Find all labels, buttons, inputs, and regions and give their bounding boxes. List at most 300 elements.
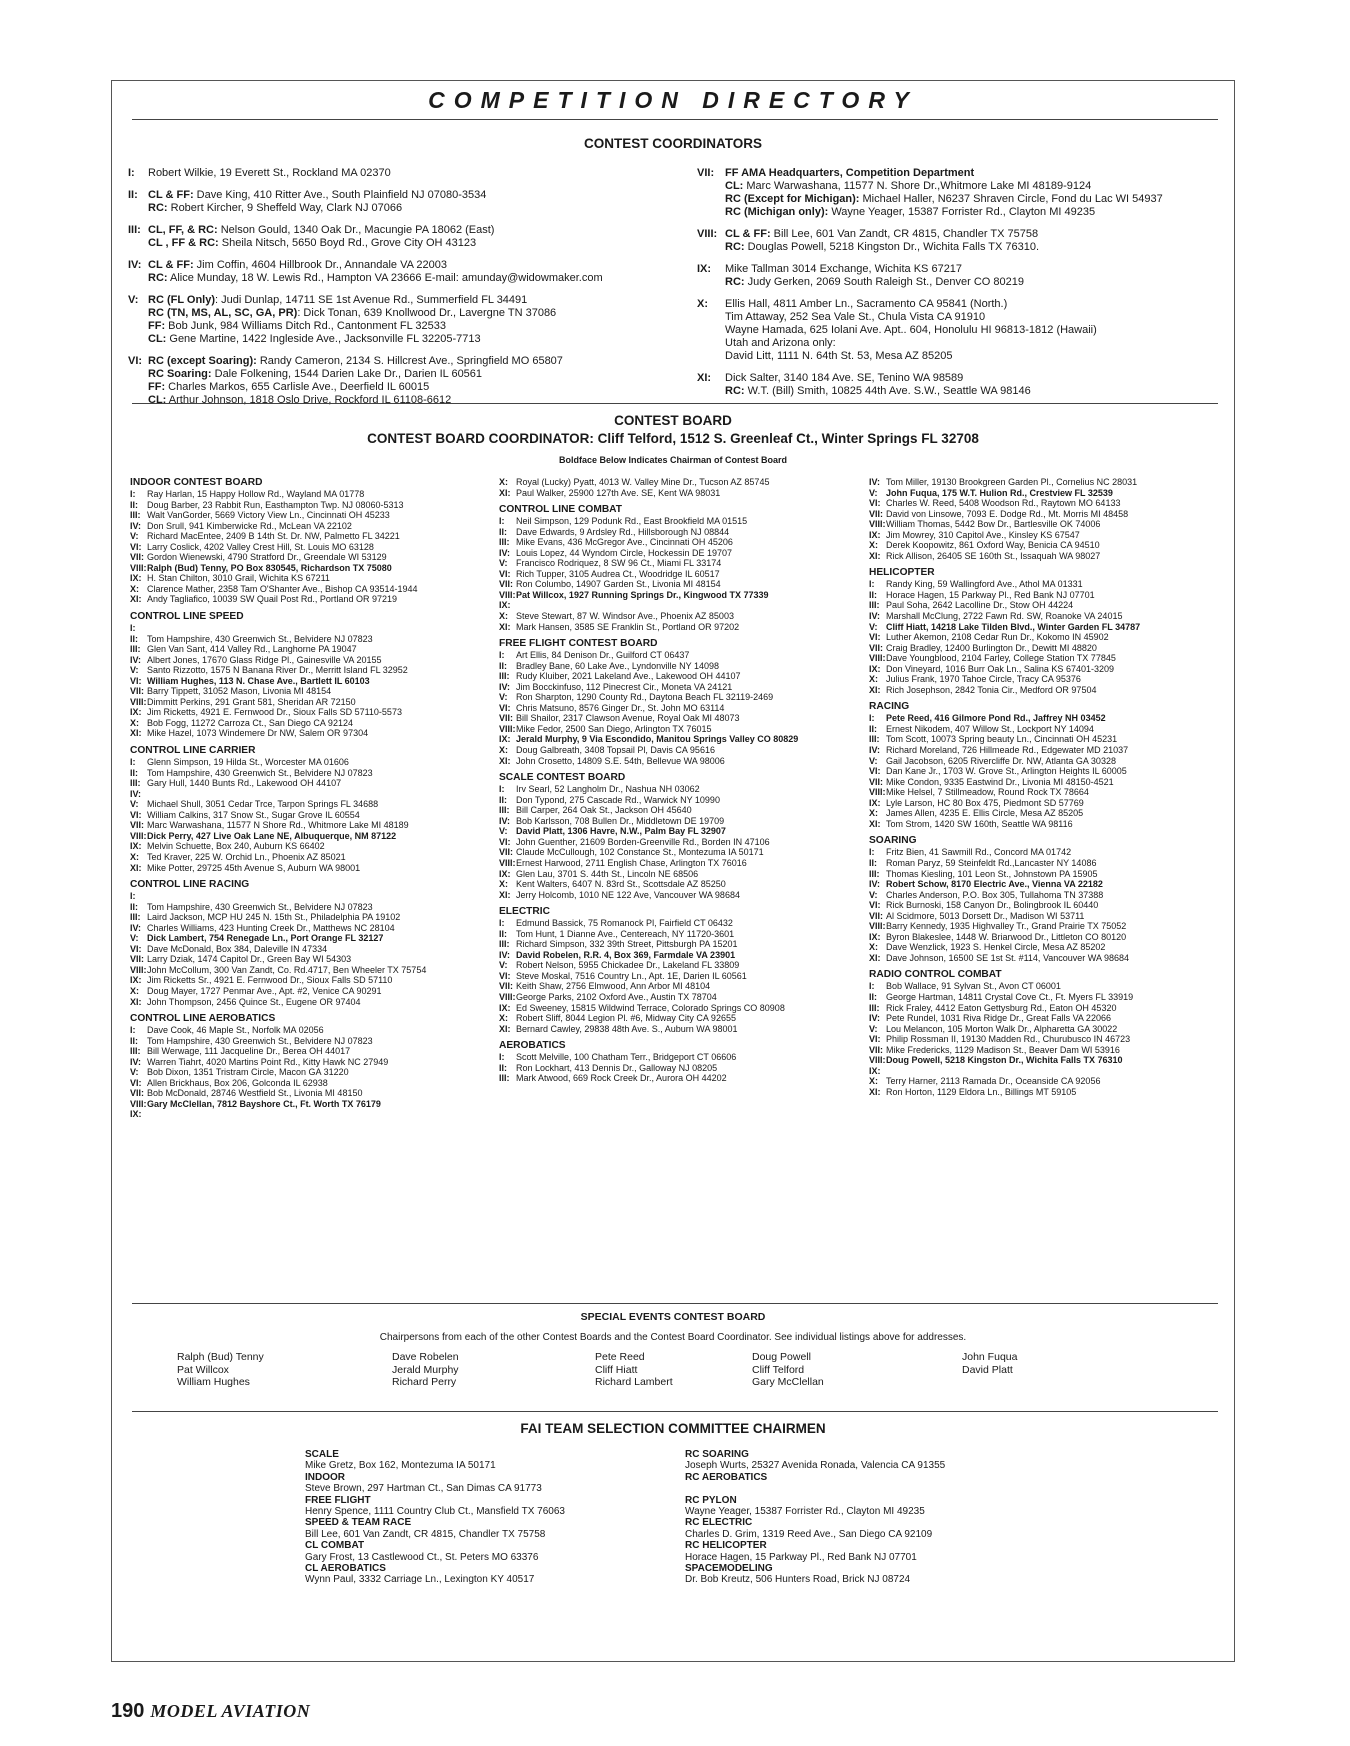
chairperson-name: Pete Reed (595, 1351, 645, 1363)
board-member (499, 1003, 798, 1014)
board-member (869, 530, 1140, 541)
member-text: Bill Carper, 264 Oak St., Jackson OH 45640 (516, 805, 692, 816)
region-number: VIII: (697, 228, 718, 240)
region-number: II: (130, 499, 138, 510)
region-number: X: (499, 745, 508, 756)
board-member (130, 594, 426, 605)
contact-text: Ellis Hall, 4811 Amber Ln., Sacramento CA 95841 (North.) (725, 298, 1008, 310)
member-text: Tom Miller, 19130 Brookgreen Garden Pl., Cornelius NC 28031 (886, 477, 1138, 487)
contact-line (148, 237, 494, 250)
board-member (130, 500, 426, 511)
board-member (869, 911, 1140, 922)
region-number: I: (130, 1025, 136, 1036)
board-member (869, 808, 1140, 819)
member-text: Bob Fogg, 11272 Carroza Ct., San Diego CA 92124 (147, 717, 353, 728)
member-text: David Robelen, R.R. 4, Box 369, Farmdale VA 23901 (516, 949, 736, 960)
member-text: Bill Werwage, 111 Jacqueline Dr., Berea OH 44017 (147, 1046, 351, 1057)
contact-role: CL & FF: (148, 259, 194, 271)
board-member (499, 611, 798, 622)
member-text: Dave Cook, 46 Maple St., Norfolk MA 02056 (147, 1025, 324, 1036)
board-member (499, 1024, 798, 1035)
region-number: V: (130, 665, 139, 676)
member-text: Dave Wenzlick, 1923 S. Henkel Circle, Mesa AZ 85202 (886, 942, 1106, 953)
contact-line (725, 311, 1097, 324)
region-number: I: (130, 489, 136, 499)
board-member (130, 863, 426, 874)
region-number: XI: (869, 1086, 881, 1097)
chairperson-name: Richard Lambert (595, 1376, 673, 1388)
board-member (499, 784, 798, 795)
region-number: IX: (130, 707, 142, 718)
member-text: Dick Lambert, 754 Renegade Ln., Port Orange FL 32127 (147, 933, 384, 944)
member-text: Jim Mowrey, 310 Capitol Ave., Kinsley KS 67547 (886, 529, 1080, 540)
region-number: X: (869, 1076, 878, 1087)
board-member (499, 795, 798, 806)
contact-line (148, 272, 603, 285)
region-number: VII: (869, 508, 884, 519)
region-number: X: (130, 985, 139, 996)
member-text: Glen Lau, 3701 S. 44th St., Lincoln NE 68506 (516, 868, 699, 879)
board-member (130, 912, 426, 923)
member-text: Ron Sharpton, 1290 County Rd., Daytona Beach FL 32119-2469 (516, 692, 774, 703)
member-text: William Thomas, 5442 Bow Dr., Bartlesville OK 74006 (886, 519, 1101, 530)
board-member (130, 531, 426, 542)
contact-role: CL & FF: (148, 189, 194, 201)
board-member (499, 950, 798, 961)
region-number: III: (499, 939, 510, 950)
board-member (130, 944, 426, 955)
contact-text: Wayne Yeager, 15387 Forrister Rd., Clayton MI 49235 (828, 206, 1096, 218)
contact-role: RC (FL Only) (148, 294, 216, 306)
contact-role: RC: (725, 276, 745, 288)
contact-line (725, 206, 1163, 219)
contact-role: RC: (148, 202, 168, 214)
member-text: Richard Simpson, 332 39th Street, Pittsburgh PA 15201 (516, 939, 738, 950)
region-number: VI: (499, 970, 511, 981)
coordinator-region (128, 355, 603, 407)
region-contacts (725, 372, 1031, 398)
contact-text: Jim Coffin, 4604 Hillbrook Dr., Annandale VA 22003 (193, 259, 447, 271)
region-number: IV: (499, 547, 511, 558)
board-member (499, 1073, 798, 1084)
board-member (499, 805, 798, 816)
member-text: Chris Matsuno, 8576 Ginger Dr., St. John MO 63114 (516, 702, 725, 713)
board-member (869, 519, 1140, 530)
fai-chairman: Steve Brown, 297 Hartman Ct., San Dimas CA 91773 (305, 1483, 542, 1495)
board-member (130, 728, 426, 739)
member-text: Cliff Hiatt, 14218 Lake Tilden Blvd., Winter Garden FL 34787 (886, 621, 1141, 632)
region-number: VII: (130, 954, 145, 965)
member-text: Glenn Simpson, 19 Hilda St., Worcester MA 01606 (147, 757, 349, 768)
special-column (962, 1351, 1017, 1376)
board-member (130, 1046, 426, 1057)
region-number: VI: (869, 900, 881, 911)
region-number: IX: (499, 868, 511, 879)
contact-role: FF: (148, 381, 166, 393)
board-member (499, 847, 798, 858)
fai-category: RC SOARING (685, 1449, 749, 1460)
contact-line (725, 263, 1024, 276)
region-number: I: (869, 981, 875, 992)
board-section-title: AEROBATICS (499, 1040, 566, 1052)
fai-category: RC HELICOPTER (685, 1540, 767, 1552)
special-events-title: SPECIAL EVENTS CONTEST BOARD (580, 1311, 766, 1323)
board-member (130, 1036, 426, 1047)
board-member (499, 692, 798, 703)
member-text: Steve Stewart, 87 W. Windsor Ave., Phoenix AZ 85003 (516, 611, 734, 622)
board-member (499, 671, 798, 682)
region-number: VIII: (869, 921, 886, 932)
board-member (869, 942, 1140, 953)
divider (132, 119, 1218, 120)
region-number: V: (130, 531, 139, 542)
region-number: IX: (869, 931, 881, 942)
board-member (130, 1025, 426, 1036)
board-member (869, 477, 1140, 488)
member-text: Pete Reed, 416 Gilmore Pond Rd., Jaffrey NH 03452 (886, 713, 1106, 724)
member-text: Melvin Schuette, Box 240, Auburn KS 66402 (147, 841, 325, 852)
region-number: VIII: (499, 857, 516, 868)
board-member (869, 653, 1140, 664)
fai-right-column (685, 1449, 945, 1586)
region-number: VI: (130, 1077, 142, 1088)
region-number: XI: (697, 372, 712, 384)
region-number: III: (499, 1073, 510, 1084)
coordinator-region (128, 167, 603, 180)
contact-line (725, 350, 1097, 363)
region-number: VII: (869, 1044, 884, 1055)
member-text: Robert Nelson, 5955 Chickadee Dr., Lakeland FL 33809 (516, 960, 740, 971)
member-text: Barry Tippett, 31052 Mason, Livonia MI 48154 (147, 686, 332, 697)
region-number: IX: (697, 263, 712, 275)
board-column-1 (130, 477, 426, 1120)
board-member (130, 665, 426, 676)
region-number: IX: (499, 734, 511, 745)
member-text: Tom Hampshire, 430 Greenwich St., Belvidere NJ 07823 (147, 633, 373, 644)
region-number: VII: (869, 910, 884, 921)
member-text: Philip Rossman II, 19130 Madden Rd., Churubusco IN 46723 (886, 1034, 1131, 1045)
board-member (130, 799, 426, 810)
member-text: Scott Melville, 100 Chatham Terr., Bridgeport CT 06606 (516, 1052, 737, 1063)
region-number: II: (869, 589, 877, 600)
coordinators-right (697, 167, 1163, 407)
boldface-note: Boldface Below Indicates Chairman of Contest Board (558, 455, 788, 465)
region-number: X: (499, 477, 508, 487)
region-number: II: (869, 857, 877, 868)
fai-category: SPEED & TEAM RACE (305, 1517, 412, 1529)
contact-role: CL , FF & RC: (148, 237, 219, 249)
contact-text: Alice Munday, 18 W. Lewis Rd., Hampton VA 23666 E-mail: amunday@widowmaker.com (167, 272, 603, 284)
region-number: VI: (869, 498, 881, 509)
region-number: V: (869, 1023, 878, 1034)
board-member (869, 600, 1140, 611)
contact-line (148, 189, 486, 202)
board-member (130, 831, 426, 842)
board-member (869, 745, 1140, 756)
region-number: VII: (869, 642, 884, 653)
region-number: VI: (499, 836, 511, 847)
board-member (130, 757, 426, 768)
fai-category: SCALE (305, 1449, 339, 1460)
member-text: Barry Kennedy, 1935 Highvalley Tr., Grand Prairie TX 75052 (886, 921, 1127, 932)
board-member (130, 655, 426, 666)
board-section-title: RADIO CONTROL COMBAT (869, 969, 1002, 981)
contact-text: Robert Wilkie, 19 Everett St., Rockland MA 02370 (148, 167, 391, 179)
board-member (499, 569, 798, 580)
member-text: Dave Edwards, 9 Ardsley Rd., Hillsborough NJ 08844 (516, 526, 730, 537)
board-member (130, 954, 426, 965)
board-member (869, 1034, 1140, 1045)
board-member (869, 1045, 1140, 1056)
board-section-title: SCALE CONTEST BOARD (499, 772, 626, 784)
contact-role: RC (TN, MS, AL, SC, GA, PR) (148, 307, 298, 319)
region-number: I: (130, 891, 136, 902)
member-text: Mike Fedor, 2500 San Diego, Arlington TX 76015 (516, 723, 712, 734)
region-number: X: (499, 879, 508, 890)
contact-role: CL & FF: (725, 228, 771, 240)
board-member (499, 703, 798, 714)
region-number: VIII: (130, 696, 147, 707)
directory-title: COMPETITION DIRECTORY (428, 87, 918, 113)
member-text: Larry Coslick, 4202 Valley Crest Hill, St. Louis MO 63128 (147, 541, 374, 552)
coordinators-left (128, 167, 603, 416)
board-member (499, 477, 798, 488)
region-number: VI: (128, 355, 143, 367)
region-number: IV: (869, 879, 881, 890)
coordinator-region (697, 167, 1163, 219)
region-number: VIII: (869, 1055, 886, 1066)
region-number: I: (499, 650, 505, 661)
magazine-name: MODEL AVIATION (150, 1701, 311, 1721)
contact-text: Randy Cameron, 2134 S. Hillcrest Ave., Springfield MO 65807 (256, 355, 563, 367)
member-text: Don Typond, 275 Cascade Rd., Warwick NY 10990 (516, 794, 720, 805)
contact-role: CL, FF, & RC: (148, 224, 218, 236)
member-text: John Thompson, 2456 Quince St., Eugene OR 97404 (147, 996, 361, 1007)
member-text: Marc Warwashana, 11577 N Shore Rd., Whitmore Lake MI 48189 (147, 820, 409, 831)
board-member (499, 816, 798, 827)
member-text: Keith Shaw, 2756 Elmwood, Ann Arbor MI 48104 (516, 981, 711, 992)
region-number: XI: (130, 594, 142, 605)
member-text: Dan Kane Jr., 1703 W. Grove St., Arlington Heights IL 60005 (886, 766, 1127, 777)
board-member (130, 1078, 426, 1089)
member-text: Lyle Larson, HC 80 Box 475, Piedmont SD 57769 (886, 797, 1084, 808)
region-contacts (725, 298, 1097, 363)
member-text: Francisco Rodriquez, 8 SW 96 Ct., Miami FL 33174 (516, 558, 722, 569)
board-member (499, 527, 798, 538)
contact-line (148, 381, 563, 394)
member-text: Ernest Nikodem, 407 Willow St., Lockport NY 14094 (886, 723, 1094, 734)
member-text: Richard Moreland, 726 Hillmeade Rd., Edgewater MD 21037 (886, 745, 1129, 756)
contact-line (725, 228, 1039, 241)
contact-line (148, 294, 556, 307)
member-text: Bradley Bane, 60 Lake Ave., Lyndonville NY 14098 (516, 660, 719, 671)
board-member (130, 634, 426, 645)
region-number: IV: (869, 477, 881, 487)
board-member (869, 540, 1140, 551)
board-member (869, 1013, 1140, 1024)
member-text: Don Vineyard, 1016 Burr Oak Ln., Salina KS 67401-3209 (886, 663, 1114, 674)
board-member (499, 869, 798, 880)
board-member (499, 516, 798, 527)
region-number: XI: (869, 684, 881, 695)
contact-text: Bill Lee, 601 Van Zandt, CR 4815, Chandler TX 75758 (770, 228, 1039, 240)
board-member (869, 798, 1140, 809)
contact-text: Dale Folkening, 1544 Darien Lake Dr., Darien IL 60561 (211, 368, 483, 380)
region-number: I: (128, 167, 135, 179)
chairperson-name: Cliff Hiatt (595, 1363, 638, 1376)
region-number: VIII: (869, 519, 886, 530)
board-section-title: ELECTRIC (499, 906, 550, 918)
board-member (130, 852, 426, 863)
fai-chairman: Wynn Paul, 3332 Carriage Ln., Lexington KY 40517 (305, 1574, 535, 1586)
member-text: John McCollum, 300 Van Zandt, Co. Rd.4717, Ben Wheeler TX 75754 (147, 964, 427, 975)
region-number: I: (869, 713, 875, 724)
board-member (130, 933, 426, 944)
member-text: Marshall McClung, 2722 Fawn Rd. SW, Roanoke VA 24015 (886, 611, 1123, 622)
contact-line (725, 241, 1039, 254)
region-number: IV: (499, 681, 511, 692)
member-text: William Calkins, 317 Snow St., Sugar Grove IL 60554 (147, 809, 360, 820)
region-number: II: (128, 189, 138, 201)
member-text: Tom Strom, 1420 SW 160th, Seattle WA 98116 (886, 818, 1073, 829)
member-text: George Hartman, 14811 Crystal Cove Ct., Ft. Myers FL 33919 (886, 991, 1134, 1002)
member-text: Bob Dixon, 1351 Tristram Circle, Macon GA 31220 (147, 1067, 349, 1078)
member-text: H. Stan Chilton, 3010 Grail, Wichita KS 67211 (147, 573, 330, 584)
member-text: Jerald Murphy, 9 Via Escondido, Manitou Springs Valley CO 80829 (516, 734, 799, 745)
board-member (869, 766, 1140, 777)
chairperson-name: Doug Powell (752, 1351, 811, 1363)
board-member (869, 724, 1140, 735)
region-number: V: (869, 487, 878, 498)
region-number: IV: (499, 949, 511, 960)
member-text: Neil Simpson, 129 Podunk Rd., East Brookfield MA 01515 (516, 516, 748, 527)
board-member (499, 992, 798, 1003)
divider (132, 1411, 1218, 1412)
member-text: Dave Youngblood, 2104 Farley, College Station TX 77845 (886, 653, 1116, 664)
board-column-2 (499, 477, 798, 1084)
region-number: III: (130, 510, 141, 521)
board-member (130, 997, 426, 1008)
member-text: Andy Tagliafico, 10039 SW Quail Post Rd., Portland OR 97219 (147, 594, 397, 605)
member-text: David von Linsowe, 7093 E. Dodge Rd., Mt. Morris MI 48458 (886, 508, 1129, 519)
region-number: II: (130, 767, 138, 778)
fai-category: FREE FLIGHT (305, 1494, 371, 1506)
chairperson-name: Dave Robelen (392, 1351, 459, 1363)
member-text: Pete Rundel, 1031 Riva Ridge Dr., Great Falls VA 22066 (886, 1013, 1111, 1024)
region-number: IV: (130, 654, 142, 665)
board-member (130, 707, 426, 718)
region-number: III: (499, 671, 510, 682)
board-member (869, 664, 1140, 675)
region-number: IV: (869, 1013, 881, 1024)
region-number: I: (499, 1052, 505, 1063)
contact-line (725, 337, 1097, 350)
member-text: Tom Hampshire, 430 Greenwich St., Belvidere NJ 07823 (147, 1035, 373, 1046)
board-member (869, 622, 1140, 633)
board-member (869, 734, 1140, 745)
member-text: Tom Hunt, 1 Dianne Ave., Centereach, NY 11720-3601 (516, 928, 735, 939)
member-text: Bill Shailor, 2317 Clawson Avenue, Royal Oak MI 48073 (516, 713, 740, 724)
board-member (130, 986, 426, 997)
contest-board-coordinator: CONTEST BOARD COORDINATOR: Cliff Telford, 1512 S. Greenleaf Ct., Winter Springs FL 32708 (367, 431, 979, 446)
contact-text: Dave King, 410 Ritter Ave., South Plainfield NJ 07080-3534 (193, 189, 487, 201)
chairperson-name: William Hughes (177, 1376, 250, 1388)
region-number: XI: (499, 755, 511, 766)
board-member (869, 981, 1140, 992)
contact-role: RC (Except for Michigan): (725, 193, 860, 205)
member-text: Rich Tupper, 3105 Audrea Ct., Woodridge IL 60517 (516, 568, 720, 579)
member-text: Santo Rizzotto, 1575 N Banana River Dr., Merritt Island FL 32952 (147, 665, 408, 676)
contact-text: Utah and Arizona only: (725, 337, 836, 349)
board-member (130, 542, 426, 553)
contact-text: Robert Kircher, 9 Sheffeld Way, Clark NJ 07066 (167, 202, 403, 214)
region-number: III: (869, 1002, 880, 1013)
coordinator-region (697, 228, 1163, 254)
member-text: Rudy Kluiber, 2021 Lakeland Ave., Lakewood OH 44107 (516, 671, 741, 682)
region-number: I: (499, 784, 505, 795)
board-member (869, 590, 1140, 601)
region-number: III: (128, 224, 141, 236)
contact-text: Arthur Johnson, 1818 Oslo Drive, Rockford IL 61108-6612 (166, 394, 452, 406)
chairperson-name: John Fuqua (962, 1351, 1018, 1363)
member-text: Mike Evans, 436 McGregor Ave., Cincinnati OH 45206 (516, 537, 733, 548)
region-contacts (148, 294, 556, 346)
region-number: I: (499, 516, 505, 527)
board-member (130, 584, 426, 595)
board-member (499, 1052, 798, 1063)
region-contacts (725, 228, 1039, 254)
board-member (869, 1087, 1140, 1098)
member-text: David Platt, 1306 Havre, N.W., Palm Bay FL 32907 (516, 826, 726, 837)
board-member (499, 858, 798, 869)
member-text: Clarence Mather, 2358 Tam O'Shanter Ave., Bishop CA 93514-1944 (147, 583, 418, 594)
board-member (869, 819, 1140, 830)
member-text: Laird Jackson, MCP HU 245 N. 15th St., Philadelphia PA 19102 (147, 912, 401, 923)
member-text: Lou Melancon, 105 Morton Walk Dr., Alpharetta GA 30022 (886, 1023, 1118, 1034)
contact-line (725, 180, 1163, 193)
member-text: Gail Jacobson, 6205 Rivercliffe Dr. NW, Atlanta GA 30328 (886, 755, 1116, 766)
fai-category: RC PYLON (685, 1494, 737, 1506)
region-number: V: (869, 621, 878, 632)
divider (132, 1303, 1218, 1304)
region-number: V: (130, 1067, 139, 1078)
board-member (130, 563, 426, 574)
board-member (130, 521, 426, 532)
member-text: Ron Lockhart, 413 Dennis Dr., Galloway NJ 08205 (516, 1062, 718, 1073)
member-text: Dave Johnson, 16500 SE 1st St. #114, Vancouver WA 98684 (886, 952, 1129, 963)
region-number: III: (130, 912, 141, 923)
member-text: Don Srull, 941 Kimberwicke Rd., McLean VA 22102 (147, 520, 352, 531)
board-member (499, 890, 798, 901)
contest-board-title: CONTEST BOARD (614, 413, 732, 428)
member-text: Luther Akemon, 2108 Cedar Run Dr., Kokomo IN 45902 (886, 632, 1109, 643)
region-number: V: (130, 933, 139, 944)
board-member (869, 498, 1140, 509)
contact-line (148, 224, 494, 237)
contact-role: FF: (148, 320, 166, 332)
board-member (499, 558, 798, 569)
region-number: IV: (869, 745, 881, 756)
member-text: Rick Burnoski, 158 Canyon Dr., Bolingbrook IL 60440 (886, 900, 1099, 911)
special-events (112, 1311, 1234, 1388)
member-text: Pat Willcox, 1927 Running Springs Dr., Kingwood TX 77339 (516, 589, 769, 600)
member-text: Mark Atwood, 669 Rock Creek Dr., Aurora OH 44202 (516, 1073, 727, 1084)
region-number: VI: (130, 675, 142, 686)
board-member (130, 923, 426, 934)
region-number: V: (499, 692, 508, 703)
member-text: Bernard Cawley, 29838 48th Ave. S., Auburn WA 98001 (516, 1023, 738, 1034)
member-text: James Allen, 4235 E. Ellis Circle, Mesa AZ 85205 (886, 808, 1084, 819)
